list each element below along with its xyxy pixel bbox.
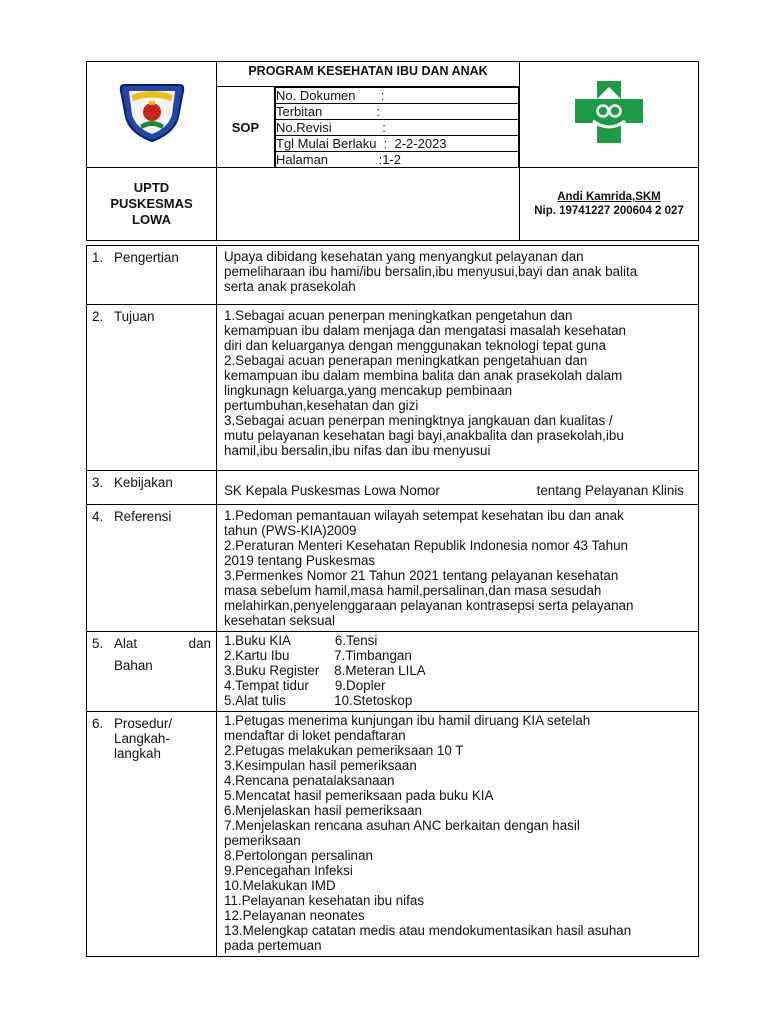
section-prosedur [87, 712, 699, 957]
text-line: 1.Sebagai acuan penerpan meningkatkan pengetahun dan [224, 308, 573, 323]
text-line: 3.Sebagai acuan penerpan meningktnya jangkauan dan kualitas / [224, 413, 613, 428]
kebijakan-sk-text: SK Kepala Puskesmas Lowa Nomor [224, 483, 440, 498]
signatory-cell [520, 168, 699, 241]
section-number: 5. [92, 636, 104, 651]
equipment-row: 3.Buku Register 8.Meteran LILA [224, 663, 426, 678]
text-line: 2.Sebagai acuan penerapan meningkatkan pengetahuan dan [224, 353, 588, 368]
text-line: 1.Pedoman pemantauan wilayah setempat kesehatan ibu dan anak [224, 508, 624, 523]
org-line-3: LOWA [132, 212, 171, 227]
section-label: Kebijakan [114, 475, 173, 490]
section-number: 6. [92, 716, 104, 731]
section-label-cell [87, 471, 217, 505]
pengertian-content [217, 246, 699, 305]
sop-document [86, 61, 698, 957]
text-line: 2.Peraturan Menteri Kesehatan Republik Indonesia nomor 43 Tahun [224, 538, 628, 553]
text-line: tahun (PWS-KIA)2009 [224, 523, 357, 538]
section-label-cell [87, 305, 217, 471]
step-line: pemeriksaan [224, 833, 301, 848]
section-tujuan [87, 305, 699, 471]
section-number: 2. [92, 309, 104, 324]
equipment-row: 1.Buku KIA 6.Tensi [224, 633, 378, 648]
field-tgl-mulai: Tgl Mulai Berlaku : 2-2-2023 [276, 136, 519, 152]
section-label-conjunction: dan [188, 636, 211, 651]
section-label-cell [87, 246, 217, 305]
step-line: 9.Pencegahan Infeksi [224, 863, 353, 878]
step-line: pada pertemuan [224, 938, 322, 953]
org-line-2: PUSKESMAS [110, 196, 193, 211]
document-info-table [275, 87, 519, 167]
section-label: Prosedur/ [114, 716, 173, 731]
section-pengertian [87, 246, 699, 305]
section-alat-bahan [87, 632, 699, 712]
alat-bahan-content [217, 632, 699, 712]
step-line: 1.Petugas menerima kunjungan ibu hamil diruang KIA setelah [224, 713, 591, 728]
step-line: 11.Pelayanan kesehatan ibu nifas [224, 893, 425, 908]
organization-name [87, 168, 217, 241]
text-line: 3.Permenkes Nomor 21 Tahun 2021 tentang pelayanan kesehatan [224, 568, 619, 583]
text-line: kesehatan seksual [224, 613, 335, 628]
section-label-continued: Bahan [114, 658, 153, 673]
text-line: pertumbuhan,kesehatan dan gizi [224, 398, 419, 413]
signatory-nip: Nip. 19741227 200604 2 027 [534, 205, 684, 217]
step-line: 7.Menjelaskan rencana asuhan ANC berkaitan dengan hasil [224, 818, 580, 833]
step-line: 6.Menjelaskan hasil pemeriksaan [224, 803, 422, 818]
text-line: serta anak prasekolah [224, 279, 356, 294]
section-label: Alat [114, 636, 138, 651]
program-title: PROGRAM KESEHATAN IBU DAN ANAK [217, 62, 520, 87]
section-label: Referensi [114, 509, 172, 524]
section-label-cell [87, 712, 217, 957]
section-kebijakan [87, 471, 699, 505]
text-line: pemeliharaan ibu hami/ibu bersalin,ibu menyusui,bayi dan anak balita [224, 264, 638, 279]
section-label-cell [87, 632, 217, 712]
text-line: Upaya dibidang kesehatan yang menyangkut pelayanan dan [224, 249, 584, 264]
district-emblem-icon [116, 79, 188, 145]
section-label: Pengertian [114, 250, 179, 265]
referensi-content [217, 505, 699, 632]
step-line: 8.Pertolongan persalinan [224, 848, 373, 863]
text-line: kemampuan ibu dalam menjaga dan mengatasi masalah kesehatan [224, 323, 626, 338]
org-line-1: UPTD [133, 180, 170, 195]
step-line: 2.Petugas melakukan pemeriksaan 10 T [224, 743, 464, 758]
step-line: 3.Kesimpulan hasil pemeriksaan [224, 758, 417, 773]
field-no-revisi: No.Revisi : [276, 120, 519, 136]
step-line: 12.Pelayanan neonates [224, 908, 365, 923]
tujuan-content [217, 305, 699, 471]
step-line: 10.Melakukan IMD [224, 878, 336, 893]
equipment-row: 4.Tempat tidur 9.Dopler [224, 678, 386, 693]
field-halaman: Halaman :1-2 [276, 152, 519, 168]
sop-header-table [86, 61, 699, 241]
text-line: lingkunagn keluarga,yang mencakup pembinaan [224, 383, 513, 398]
text-line: melahirkan,penyelenggaraan pelayanan kontrasepsi serta pelayanan [224, 598, 634, 613]
text-line: masa sebelum hamil,masa hamil,persalinan,dan masa sesudah [224, 583, 602, 598]
section-label-continued: langkah [114, 746, 161, 761]
district-emblem-cell [87, 62, 217, 168]
text-line: diri dan keluarganya dengan menggunakan teknologi tepat guna [224, 338, 606, 353]
section-number: 1. [92, 250, 104, 265]
kebijakan-content [217, 471, 699, 505]
document-info-cell [275, 87, 520, 168]
field-no-dokumen: No. Dokumen : [276, 88, 519, 104]
signatory-name: Andi Kamrida,SKM [557, 191, 661, 203]
prosedur-content [217, 712, 699, 957]
text-line: 2019 tentang Puskesmas [224, 553, 376, 568]
kebijakan-subject-text: tentang Pelayanan Klinis [536, 483, 684, 498]
field-terbitan: Terbitan : [276, 104, 519, 120]
section-number: 4. [92, 509, 104, 524]
section-label: Tujuan [114, 309, 155, 324]
sop-label: SOP [217, 87, 275, 168]
equipment-row: 5.Alat tulis 10.Stetoskop [224, 693, 413, 708]
sop-body-table [86, 245, 699, 957]
step-line: 13.Melengkap catatan medis atau mendokumentasikan hasil asuhan [224, 923, 632, 938]
equipment-row: 2.Kartu Ibu 7.Timbangan [224, 648, 412, 663]
section-label-cell [87, 505, 217, 632]
step-line: 4.Rencana penatalaksanaan [224, 773, 395, 788]
blank-cell [217, 168, 520, 241]
puskesmas-logo-icon [567, 77, 651, 147]
section-number: 3. [92, 475, 104, 490]
text-line: kemampuan ibu dalam membina balita dan anak prasekolah dalam [224, 368, 623, 383]
step-line: mendaftar di loket pendaftaran [224, 728, 406, 743]
text-line: hamil,ibu bersalin,ibu nifas dan ibu menyusui [224, 443, 491, 458]
section-referensi [87, 505, 699, 632]
step-line: 5.Mencatat hasil pemeriksaan pada buku KIA [224, 788, 494, 803]
text-line: mutu pelayanan kesehatan bagi bayi,anakbalita dan prasekolah,ibu [224, 428, 624, 443]
puskesmas-logo-cell [520, 62, 699, 168]
section-label-continued: Langkah- [114, 731, 170, 746]
